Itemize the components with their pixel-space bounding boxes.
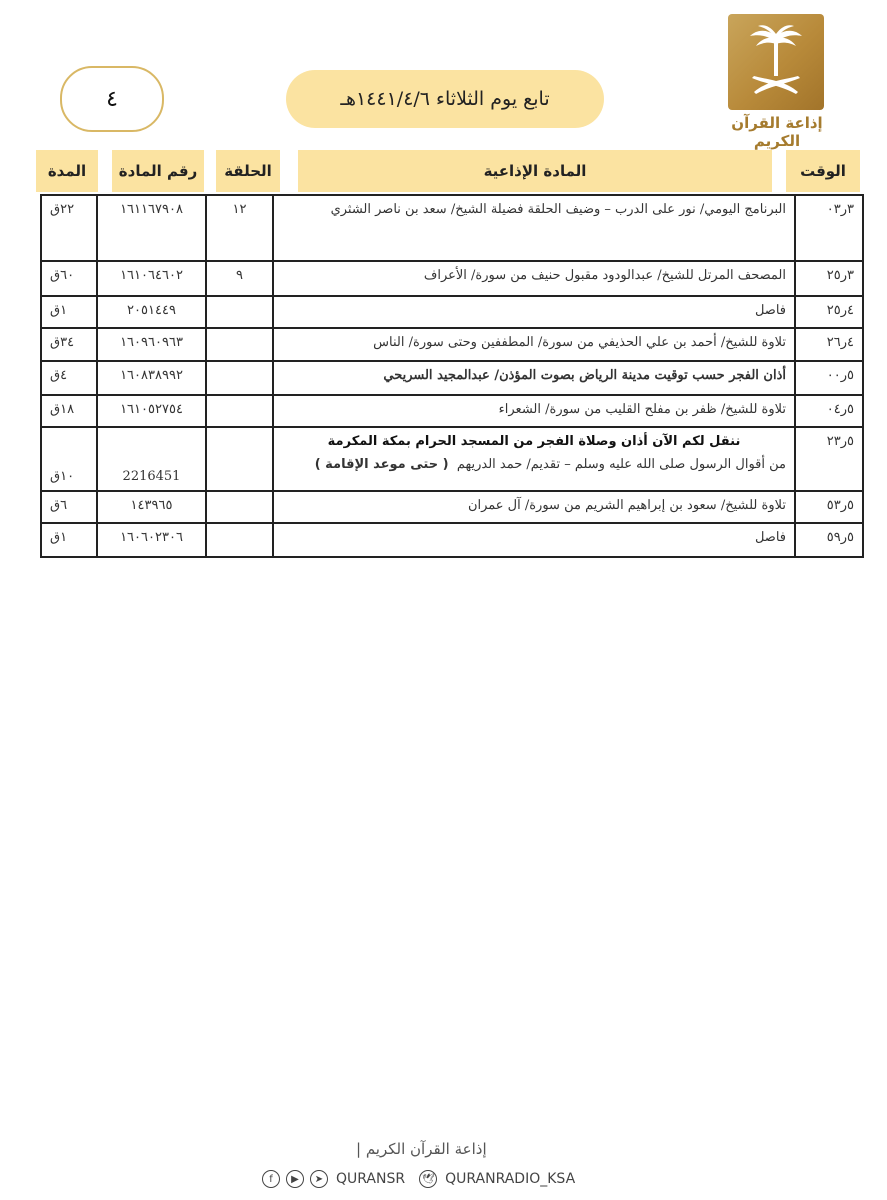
column-header-time: الوقت [786,150,860,192]
cell-episode [206,328,273,361]
table-row [41,328,863,361]
cell-time: ٤ر٢٦ [795,328,863,361]
cell-duration: ٤ق [41,361,97,395]
youtube-icon[interactable]: ▶ [286,1170,304,1188]
footer-handle-quranradio[interactable]: QURANRADIO_KSA [445,1171,576,1187]
cell-material: فاصل [273,523,795,557]
cell-episode [206,491,273,523]
cell-duration: ٢٢ق [41,195,97,261]
cell-material: أذان الفجر حسب توقيت مدينة الرياض بصوت المؤذن/ عبدالمجيد السريحي [273,361,795,395]
cell-time: ٥ر٠٠ [795,361,863,395]
live-broadcast-note: ( حتى موعد الإقامة ) [314,457,449,472]
cell-duration: ٣٤ق [41,328,97,361]
table-row [41,361,863,395]
cell-time: ٣ر٢٥ [795,261,863,296]
cell-code: ٢٠٥١٤٤٩ [97,296,206,328]
cell-duration: ٦ق [41,491,97,523]
cell-code: ١٦٠٨٣٨٩٩٢ [97,361,206,395]
twitter-icon[interactable]: 🕊 [419,1170,437,1188]
cell-time: ٥ر٥٣ [795,491,863,523]
footer-social-links [262,1170,583,1188]
live-broadcast-heading: ننقل لكم الآن أذان وصلاة الفجر من المسجد الحرام بمكة المكرمة [327,434,741,449]
cell-duration: ١٨ق [41,395,97,427]
cell-code: ١٦٠٩٦٠٩٦٣ [97,328,206,361]
cell-duration: ١ق [41,523,97,557]
cell-material: تلاوة للشيخ/ سعود بن إبراهيم الشريم من سورة/ آل عمران [273,491,795,523]
cell-material: فاصل [273,296,795,328]
cell-episode: ٩ [206,261,273,296]
cell-time: ٤ر٢٥ [795,296,863,328]
cell-time: ٥ر٢٣ [795,427,863,491]
table-row [41,491,863,523]
cell-material: البرنامج اليومي/ نور على الدرب – وضيف الحلقة فضيلة الشيخ/ سعد بن ناصر الشثري [273,195,795,261]
cell-code: ١٤٣٩٦٥ [97,491,206,523]
cell-code: ١٦١١٦٧٩٠٨ [97,195,206,261]
cell-time: ٥ر٠٤ [795,395,863,427]
cell-material: المصحف المرتل للشيخ/ عبدالودود مقبول حنيف من سورة/ الأعراف [273,261,795,296]
column-header-material: المادة الإذاعية [298,150,772,192]
telegram-icon[interactable]: ➤ [310,1170,328,1188]
facebook-icon[interactable]: f [262,1170,280,1188]
cell-time: ٣ر٠٣ [795,195,863,261]
cell-time: ٥ر٥٩ [795,523,863,557]
palm-swords-emblem-icon [728,14,824,110]
live-broadcast-program: من أقوال الرسول صلى الله عليه وسلم – تقديم/ حمد الدريهم [456,457,786,472]
schedule-title [286,70,604,128]
footer-handle-quransr[interactable]: QURANSR [336,1171,406,1187]
cell-material: تلاوة للشيخ/ أحمد بن علي الحذيفي من سورة/ المطففين وحتى سورة/ الناس [273,328,795,361]
cell-material: تلاوة للشيخ/ ظفر بن مفلح القليب من سورة/ الشعراء [273,395,795,427]
cell-episode [206,523,273,557]
schedule-table [40,194,864,558]
logo-tile [728,14,824,110]
table-row [41,296,863,328]
quran-radio-logo [712,14,842,150]
table-row [41,395,863,427]
cell-duration: ٦٠ق [41,261,97,296]
cell-duration: ١ق [41,296,97,328]
cell-material [273,427,795,491]
cell-episode [206,427,273,491]
table-row [41,195,863,261]
footer-brand: إذاعة القرآن الكريم | [356,1140,487,1158]
live-broadcast-detail [282,457,786,472]
cell-code: ١٦٠٦٠٢٣٠٦ [97,523,206,557]
page-number: ٤ [106,86,118,112]
logo-brand-text: إذاعة القرآن الكريم [731,114,823,150]
cell-episode [206,361,273,395]
table-row [41,523,863,557]
table-row [41,427,863,491]
schedule-title-text: تابع يوم الثلاثاء ١٤٤١/٤/٦هـ [340,88,550,110]
cell-code: ١٦١٠٦٤٦٠٢ [97,261,206,296]
column-header-code: رقم المادة [112,150,204,192]
cell-duration: ١٠ق [41,427,97,491]
table-row [41,261,863,296]
column-header-duration: المدة [36,150,98,192]
cell-code: 2216451 [97,427,206,491]
cell-episode: ١٢ [206,195,273,261]
cell-episode [206,395,273,427]
cell-code: ١٦١٠٥٢٧٥٤ [97,395,206,427]
page-number-badge [60,66,164,132]
cell-episode [206,296,273,328]
column-header-episode: الحلقة [216,150,280,192]
